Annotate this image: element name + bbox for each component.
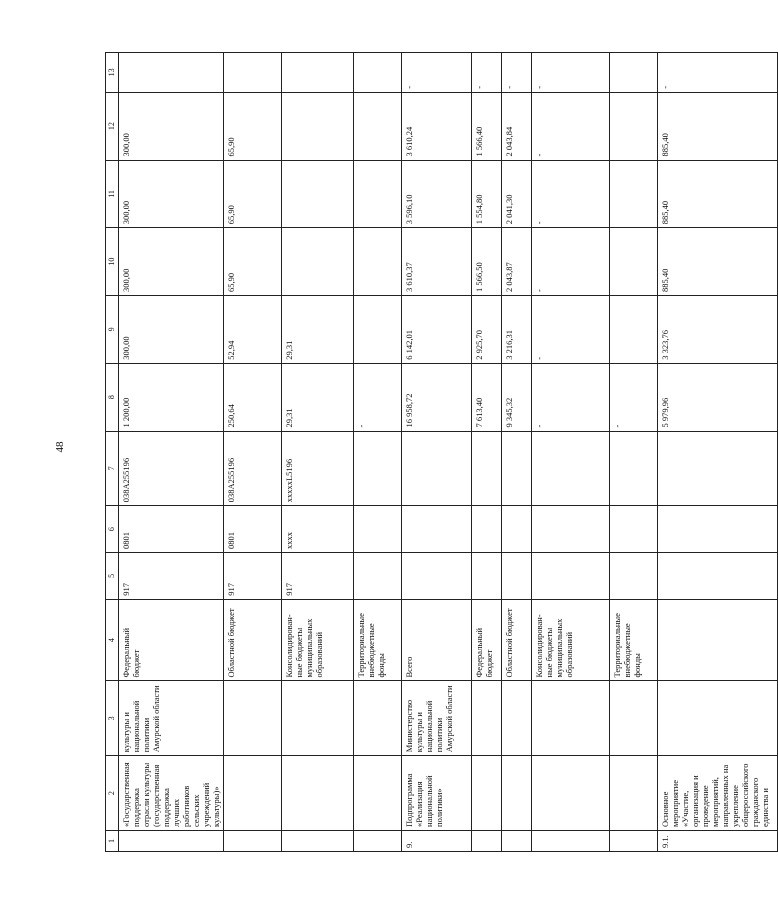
- column-header: 2: [106, 756, 119, 831]
- table-row: [119, 53, 224, 852]
- table-cell: -: [532, 53, 610, 93]
- table-row: [282, 53, 354, 852]
- table-row: [224, 53, 282, 852]
- table-cell: -: [472, 53, 502, 93]
- table-cell: [658, 431, 778, 506]
- table-cell: [472, 431, 502, 506]
- table-cell: [224, 830, 282, 851]
- table-cell: 5 979,96: [658, 363, 778, 431]
- table-cell: 2 043,87: [502, 228, 532, 296]
- table-cell: [502, 681, 532, 756]
- table-cell: [610, 553, 658, 600]
- column-header: 6: [106, 506, 119, 553]
- table-cell: 1 566,50: [472, 228, 502, 296]
- table-cell: 3 216,31: [502, 296, 532, 364]
- table-cell: [402, 506, 472, 553]
- table-cell: Территориальные внебюджетные фонды: [354, 599, 402, 681]
- table-cell: 16 958,72: [402, 363, 472, 431]
- table-cell: [610, 431, 658, 506]
- table-cell: [224, 53, 282, 93]
- table-cell: [402, 431, 472, 506]
- table-cell: [610, 53, 658, 93]
- table-cell: [502, 756, 532, 831]
- table-cell: [610, 228, 658, 296]
- table-cell: [354, 681, 402, 756]
- table-cell: [119, 830, 224, 851]
- table-row: [354, 53, 402, 852]
- page-number: 48: [54, 441, 66, 453]
- table-cell: 65,90: [224, 92, 282, 160]
- table-cell: [472, 681, 502, 756]
- header-row: [106, 53, 119, 852]
- table-cell: 300,00: [119, 228, 224, 296]
- table-cell: [502, 553, 532, 600]
- table-cell: [282, 160, 354, 228]
- table-cell: [532, 431, 610, 506]
- table-cell: 885,40: [658, 160, 778, 228]
- table-cell: [354, 53, 402, 93]
- table-cell: 917: [224, 553, 282, 600]
- table-cell: 65,90: [224, 160, 282, 228]
- table-cell: 52,94: [224, 296, 282, 364]
- table-cell: -: [532, 160, 610, 228]
- table-cell: [282, 681, 354, 756]
- column-header: 11: [106, 160, 119, 228]
- table-cell: -: [532, 228, 610, 296]
- table-cell: -: [354, 363, 402, 431]
- table-cell: 3 323,76: [658, 296, 778, 364]
- column-header: 13: [106, 53, 119, 93]
- column-header: 1: [106, 830, 119, 851]
- table-cell: 9.1.: [658, 830, 778, 851]
- table-cell: [610, 92, 658, 160]
- table-row: [502, 53, 532, 852]
- table-cell: 0801: [224, 506, 282, 553]
- table-cell: [658, 599, 778, 681]
- rotated-page: [105, 52, 770, 852]
- table-cell: 65,90: [224, 228, 282, 296]
- table-cell: [532, 756, 610, 831]
- table-row: [472, 53, 502, 852]
- table-cell: [354, 553, 402, 600]
- column-header: 3: [106, 681, 119, 756]
- table-cell: [282, 756, 354, 831]
- table-cell: [354, 228, 402, 296]
- table-cell: [354, 830, 402, 851]
- table-cell: 2 925,70: [472, 296, 502, 364]
- table-cell: [282, 830, 354, 851]
- table-cell: 917: [119, 553, 224, 600]
- table-cell: Подпрограмма «Реализация национальной политики»: [402, 756, 472, 831]
- table-cell: [354, 160, 402, 228]
- table-cell: [532, 681, 610, 756]
- table-cell: 3 610,37: [402, 228, 472, 296]
- table-cell: Федеральный бюджет: [119, 599, 224, 681]
- table-cell: [658, 681, 778, 756]
- table-cell: 1 566,40: [472, 92, 502, 160]
- table-cell: [658, 553, 778, 600]
- table-cell: [224, 681, 282, 756]
- table-cell: [502, 506, 532, 553]
- table-cell: [282, 53, 354, 93]
- table-cell: [472, 830, 502, 851]
- table-cell: 0801: [119, 506, 224, 553]
- table-cell: -: [658, 53, 778, 93]
- table-cell: [658, 506, 778, 553]
- table-cell: -: [532, 363, 610, 431]
- table-cell: [224, 756, 282, 831]
- table-cell: [282, 92, 354, 160]
- table-cell: [354, 92, 402, 160]
- table-cell: [532, 506, 610, 553]
- table-cell: [610, 506, 658, 553]
- table-cell: [532, 553, 610, 600]
- table-cell: Областной бюджет: [502, 599, 532, 681]
- table-cell: [402, 553, 472, 600]
- table-cell: 038A255196: [224, 431, 282, 506]
- column-header: 10: [106, 228, 119, 296]
- column-header: 9: [106, 296, 119, 364]
- table-cell: культуры и национальной политики Амурской области: [119, 681, 224, 756]
- table-cell: [354, 296, 402, 364]
- table-cell: [119, 53, 224, 93]
- table-cell: 29,31: [282, 363, 354, 431]
- table-cell: 300,00: [119, 160, 224, 228]
- table-cell: Консолидирован-ные бюджеты муниципальных образований: [282, 599, 354, 681]
- table-cell: [472, 756, 502, 831]
- table-cell: 6 142,01: [402, 296, 472, 364]
- table-cell: [610, 681, 658, 756]
- table-cell: [282, 228, 354, 296]
- column-header: 7: [106, 431, 119, 506]
- table-cell: 2 041,30: [502, 160, 532, 228]
- table-cell: Областной бюджет: [224, 599, 282, 681]
- table-cell: 3 610,24: [402, 92, 472, 160]
- table-cell: 1 554,80: [472, 160, 502, 228]
- table-cell: [610, 160, 658, 228]
- table-row: [402, 53, 472, 852]
- table-cell: 038A255196: [119, 431, 224, 506]
- table-cell: 29,31: [282, 296, 354, 364]
- table-cell: [472, 553, 502, 600]
- table-cell: [472, 506, 502, 553]
- table-cell: -: [502, 53, 532, 93]
- table-cell: 250,64: [224, 363, 282, 431]
- table-cell: Министерство культуры и национальной политики Амурской области: [402, 681, 472, 756]
- table-cell: [610, 830, 658, 851]
- table-cell: xxxx: [282, 506, 354, 553]
- table-cell: -: [532, 296, 610, 364]
- table-cell: [532, 830, 610, 851]
- table-cell: Федеральный бюджет: [472, 599, 502, 681]
- table-cell: [354, 431, 402, 506]
- table-cell: Всего: [402, 599, 472, 681]
- table-cell: 885,40: [658, 228, 778, 296]
- table-cell: «Государственная поддержка отрасли культуры (государственная поддержка лучших работников сельских учреждений культуры)»: [119, 756, 224, 831]
- table-cell: 300,00: [119, 296, 224, 364]
- table-cell: [502, 830, 532, 851]
- table-cell: [354, 506, 402, 553]
- table-cell: 1 200,00: [119, 363, 224, 431]
- table-cell: Основное мероприятие «Участие, организация и проведение мероприятий, направленных на укрепление общероссийского гражданского единства и: [658, 756, 778, 831]
- table-row: [532, 53, 610, 852]
- column-header: 12: [106, 92, 119, 160]
- table-cell: 3 596,10: [402, 160, 472, 228]
- table-cell: -: [610, 363, 658, 431]
- table-cell: 9 345,32: [502, 363, 532, 431]
- table-cell: Территориальные внебюджетные фонды: [610, 599, 658, 681]
- column-header: 4: [106, 599, 119, 681]
- table-cell: 300,00: [119, 92, 224, 160]
- table-cell: [502, 431, 532, 506]
- table-cell: [610, 296, 658, 364]
- table-cell: Консолидирован-ные бюджеты муниципальных образований: [532, 599, 610, 681]
- table-row: [610, 53, 658, 852]
- budget-table: [105, 52, 778, 852]
- table-cell: 2 043,84: [502, 92, 532, 160]
- table-cell: xxxxxL5196: [282, 431, 354, 506]
- table-row: [658, 53, 778, 852]
- table-cell: -: [402, 53, 472, 93]
- table-cell: 9.: [402, 830, 472, 851]
- table-cell: -: [532, 92, 610, 160]
- table-cell: 885,40: [658, 92, 778, 160]
- table-cell: 7 613,40: [472, 363, 502, 431]
- table-cell: 917: [282, 553, 354, 600]
- table-cell: [354, 756, 402, 831]
- column-header: 5: [106, 553, 119, 600]
- table-cell: [610, 756, 658, 831]
- column-header: 8: [106, 363, 119, 431]
